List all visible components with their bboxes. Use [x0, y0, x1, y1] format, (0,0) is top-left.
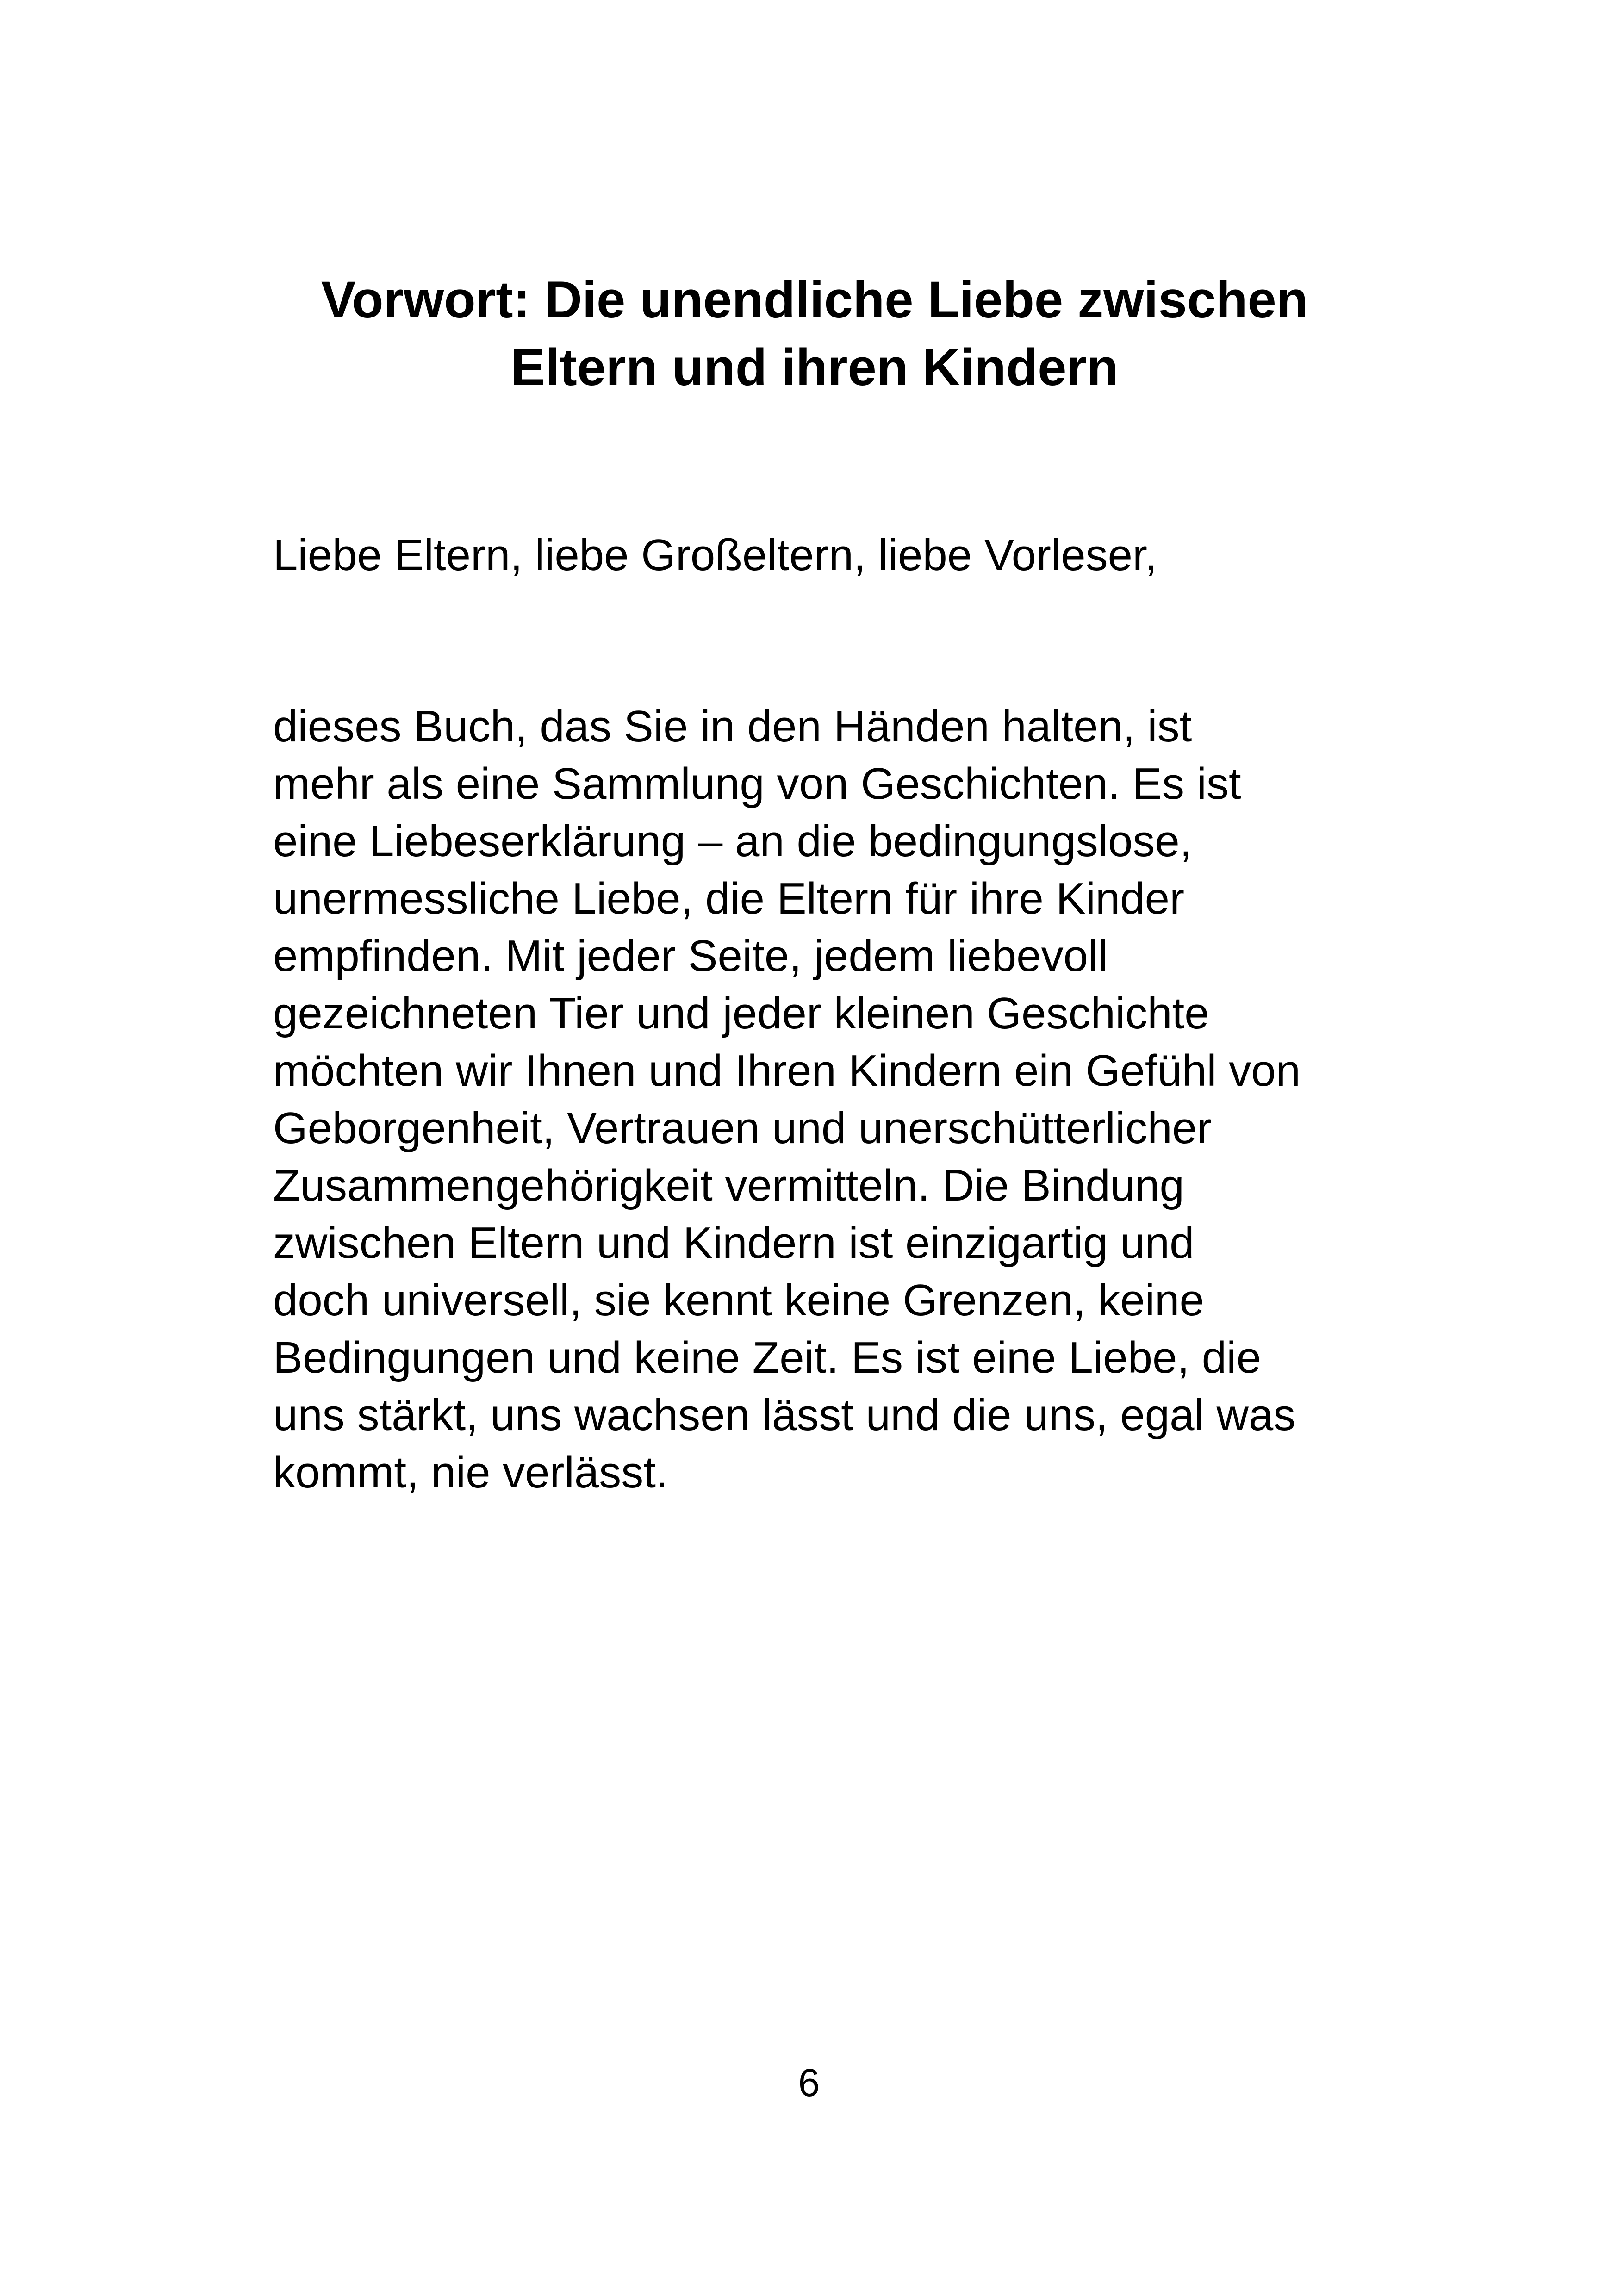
paragraph-line: möchten wir Ihnen und Ihren Kindern ein Gefühl von: [273, 1046, 1301, 1095]
paragraph-line: dieses Buch, das Sie in den Händen halten, ist: [273, 702, 1192, 751]
chapter-title: [259, 266, 1370, 401]
chapter-title-line: Eltern und ihren Kindern: [510, 338, 1119, 396]
salutation: Liebe Eltern, liebe Großeltern, liebe Vorleser,: [273, 530, 1157, 580]
paragraph-line: mehr als eine Sammlung von Geschichten. Es ist: [273, 759, 1241, 809]
paragraph-line: Geborgenheit, Vertrauen und unerschütterlicher: [273, 1103, 1212, 1153]
paragraph-line: zwischen Eltern und Kindern ist einzigartig und: [273, 1218, 1195, 1268]
body-paragraph: [273, 698, 1301, 1501]
page-number: 6: [798, 2061, 820, 2104]
paragraph-line: uns stärkt, uns wachsen lässt und die uns, egal was: [273, 1390, 1296, 1440]
paragraph-line: doch universell, sie kennt keine Grenzen, keine: [273, 1276, 1204, 1325]
paragraph-line: kommt, nie verlässt.: [273, 1448, 668, 1497]
paragraph-line: eine Liebeserklärung – an die bedingungslose,: [273, 816, 1192, 866]
paragraph-line: gezeichneten Tier und jeder kleinen Geschichte: [273, 989, 1209, 1038]
chapter-title-line: Vorwort: Die unendliche Liebe zwischen: [321, 271, 1308, 329]
paragraph-line: Zusammengehörigkeit vermitteln. Die Bindung: [273, 1161, 1184, 1210]
paragraph-line: unermessliche Liebe, die Eltern für ihre Kinder: [273, 874, 1185, 923]
paragraph-line: empfinden. Mit jeder Seite, jedem liebevoll: [273, 931, 1108, 981]
paragraph-line: Bedingungen und keine Zeit. Es ist eine Liebe, die: [273, 1333, 1261, 1382]
